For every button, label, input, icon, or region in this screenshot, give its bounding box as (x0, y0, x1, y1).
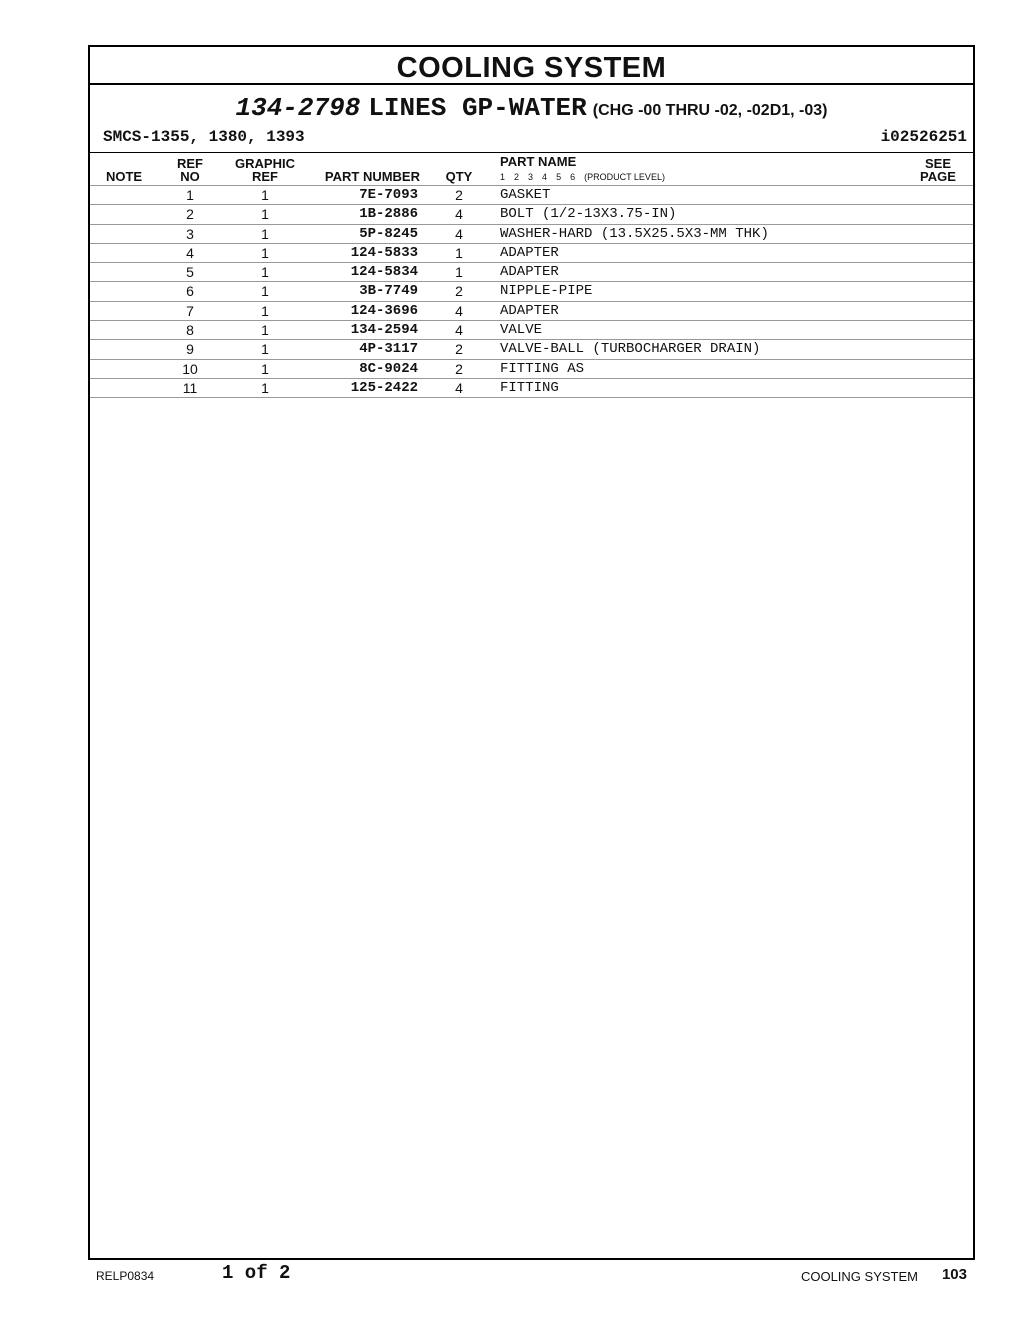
table-row (90, 204, 973, 223)
smcs-codes: SMCS-1355, 1380, 1393 (103, 128, 305, 146)
group-number: 134-2798 (235, 93, 361, 123)
product-level-scale (500, 172, 674, 182)
qty-cell: 4 (455, 322, 463, 339)
part-number-cell: 4P-3117 (359, 341, 418, 358)
ref-no-cell: 8 (186, 322, 194, 339)
part-number-cell: 124-5833 (350, 244, 418, 261)
ref-no-cell: 10 (182, 360, 198, 377)
part-number-cell: 3B-7749 (359, 283, 418, 300)
part-name-cell: ADAPTER (500, 264, 559, 281)
col-header-note: NOTE (105, 169, 143, 184)
part-name-cell: VALVE (500, 322, 543, 339)
table-row (90, 339, 973, 358)
group-serial-note: (CHG -00 THRU -02, -02D1, -03) (592, 102, 828, 119)
qty-cell: 2 (455, 187, 463, 203)
group-title (90, 93, 973, 123)
qty-cell: 2 (455, 360, 463, 377)
parts-table (90, 185, 973, 398)
graphic-ref-cell: 1 (261, 187, 269, 203)
graphic-ref-cell: 1 (261, 341, 269, 358)
document-identifier: i02526251 (880, 128, 967, 146)
ref-no-cell: 9 (186, 341, 194, 358)
part-name-cell: VALVE-BALL (TURBOCHARGER DRAIN) (500, 341, 761, 358)
part-name-cell: ADAPTER (500, 302, 559, 319)
col-header-part-number: PART NUMBER (324, 169, 420, 184)
part-name-cell: FITTING (500, 379, 559, 396)
col-header-see-top: SEE (924, 156, 951, 171)
qty-cell: 4 (455, 379, 463, 396)
part-number-cell: 7E-7093 (359, 187, 418, 203)
parts-page-frame (88, 45, 975, 1260)
ref-no-cell: 1 (186, 187, 194, 203)
col-header-part-name: PART NAME (500, 154, 577, 169)
ref-no-cell: 7 (186, 302, 194, 319)
ref-no-cell: 11 (182, 379, 198, 396)
product-level-3: 3 (528, 172, 534, 182)
qty-cell: 4 (455, 206, 463, 223)
part-number-cell: 124-5834 (350, 264, 418, 281)
table-row (90, 185, 973, 204)
part-name-cell: GASKET (500, 187, 551, 203)
qty-cell: 4 (455, 225, 463, 242)
table-row (90, 301, 973, 320)
qty-cell: 2 (455, 283, 463, 300)
table-row (90, 359, 973, 378)
table-row (90, 262, 973, 281)
ref-no-cell: 3 (186, 225, 194, 242)
part-name-cell: NIPPLE-PIPE (500, 283, 593, 300)
footer-page-number: 103 (941, 1266, 967, 1283)
ref-no-cell: 4 (186, 244, 194, 261)
part-number-cell: 5P-8245 (359, 225, 418, 242)
part-number-cell: 8C-9024 (359, 360, 418, 377)
graphic-ref-cell: 1 (261, 322, 269, 339)
product-level-label: (PRODUCT LEVEL) (584, 172, 665, 182)
col-header-ref-bottom: NO (180, 169, 200, 184)
header-divider (90, 152, 973, 153)
col-header-ref-top: REF (177, 156, 203, 171)
part-name-cell: WASHER-HARD (13.5X25.5X3-MM THK) (500, 225, 769, 242)
graphic-ref-cell: 1 (261, 379, 269, 396)
footer-section: COOLING SYSTEM (800, 1269, 918, 1284)
col-header-graphic-top: GRAPHIC (235, 156, 295, 171)
graphic-ref-cell: 1 (261, 244, 269, 261)
section-title: COOLING SYSTEM (90, 47, 973, 85)
part-number-cell: 125-2422 (350, 379, 418, 396)
table-row (90, 281, 973, 300)
part-number-cell: 134-2594 (350, 322, 418, 339)
table-row (90, 378, 973, 398)
part-name-cell: FITTING AS (500, 360, 585, 377)
footer-doc-code: RELP0834 (96, 1269, 155, 1283)
product-level-4: 4 (542, 172, 548, 182)
qty-cell: 2 (455, 341, 463, 358)
col-header-qty: QTY (445, 169, 473, 184)
product-level-5: 5 (556, 172, 562, 182)
qty-cell: 4 (455, 302, 463, 319)
graphic-ref-cell: 1 (261, 264, 269, 281)
part-name-cell: ADAPTER (500, 244, 559, 261)
graphic-ref-cell: 1 (261, 360, 269, 377)
ref-no-cell: 5 (186, 264, 194, 281)
part-name-cell: BOLT (1/2-13X3.75-IN) (500, 206, 677, 223)
graphic-ref-cell: 1 (261, 283, 269, 300)
col-header-see-bottom: PAGE (920, 169, 956, 184)
group-name: LINES GP-WATER (368, 93, 587, 123)
product-level-1: 1 (500, 172, 506, 182)
ref-no-cell: 6 (186, 283, 194, 300)
graphic-ref-cell: 1 (261, 225, 269, 242)
product-level-2: 2 (514, 172, 520, 182)
table-row (90, 243, 973, 262)
product-level-6: 6 (570, 172, 576, 182)
graphic-ref-cell: 1 (261, 206, 269, 223)
graphic-ref-cell: 1 (261, 302, 269, 319)
footer-page-of: 1 of 2 (222, 1262, 291, 1284)
table-row (90, 224, 973, 243)
ref-no-cell: 2 (186, 206, 194, 223)
table-row (90, 320, 973, 339)
col-header-graphic-bottom: REF (252, 169, 278, 184)
qty-cell: 1 (455, 264, 463, 281)
part-number-cell: 124-3696 (350, 302, 418, 319)
qty-cell: 1 (455, 244, 463, 261)
part-number-cell: 1B-2886 (359, 206, 418, 223)
